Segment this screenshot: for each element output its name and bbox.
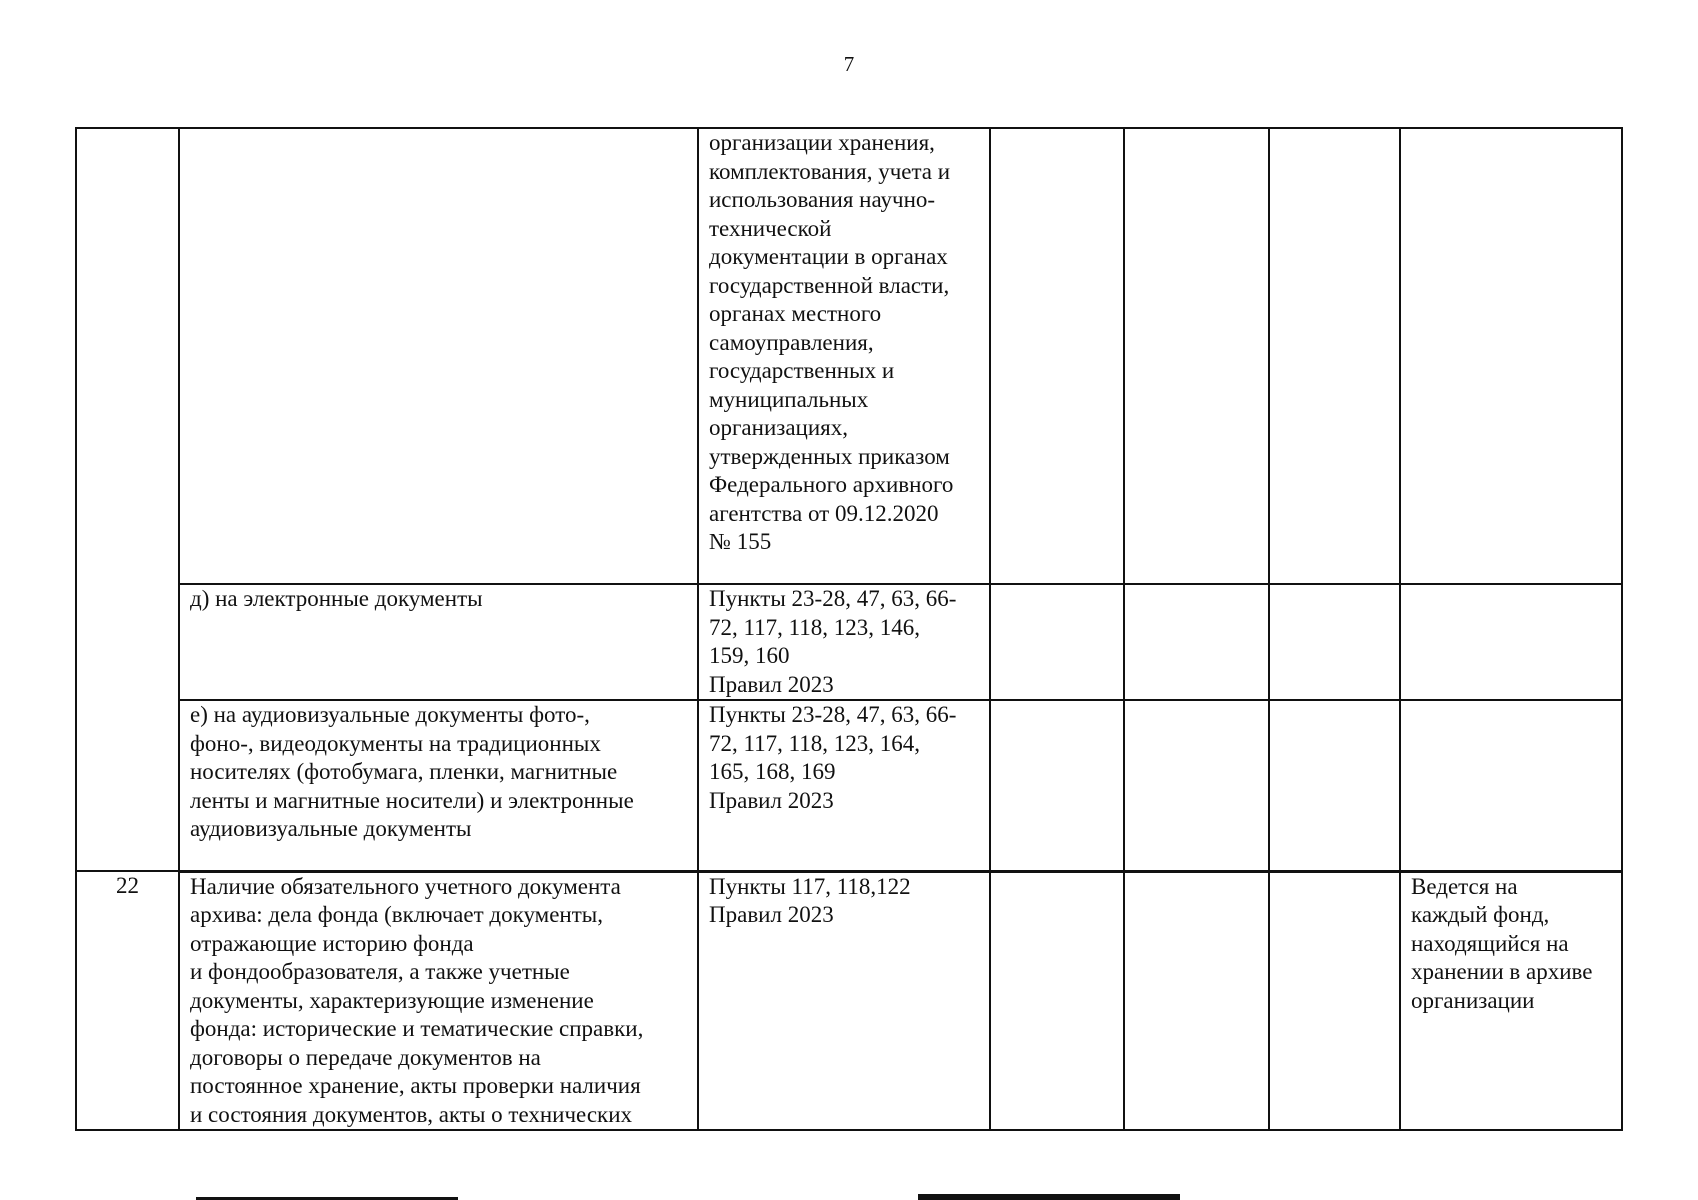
- table-row: [76, 128, 1622, 584]
- requirement-cell: д) на электронные документы: [179, 584, 698, 700]
- note-cell: [1400, 128, 1622, 584]
- table-row: [76, 871, 1622, 1130]
- requirement-cell: [179, 128, 698, 584]
- col4-cell: [990, 700, 1124, 871]
- col5-cell: [1124, 584, 1269, 700]
- col6-cell: [1269, 871, 1400, 1130]
- page-number: 7: [843, 52, 855, 76]
- col6-cell: [1269, 128, 1400, 584]
- col5-cell: [1124, 128, 1269, 584]
- row-number-cell: 22: [76, 871, 179, 1130]
- col4-cell: [990, 584, 1124, 700]
- table-row: [76, 700, 1622, 871]
- note-cell: [1400, 584, 1622, 700]
- col4-cell: [990, 128, 1124, 584]
- basis-cell: Пункты 23-28, 47, 63, 66- 72, 117, 118, 123, 164, 165, 168, 169 Правил 2023: [698, 700, 990, 871]
- col6-cell: [1269, 584, 1400, 700]
- requirement-cell: Наличие обязательного учетного документа архива: дела фонда (включает документы, отражающие историю фонда и фондообразователя, а также учетные документы, характеризующие изменение фонда: исторические и тематические справки, договоры о передаче документов на постоянное хранение, акты проверки наличия и состояния документов, акты о технических: [179, 871, 698, 1130]
- requirements-table: [75, 127, 1623, 1131]
- col5-cell: [1124, 700, 1269, 871]
- signature-line: [918, 1194, 1180, 1200]
- col4-cell: [990, 871, 1124, 1130]
- col5-cell: [1124, 871, 1269, 1130]
- row-number-cell: [76, 128, 179, 871]
- requirement-cell: е) на аудиовизуальные документы фото-, фоно-, видеодокументы на традиционных носителях (фотобумага, пленки, магнитные ленты и магнитные носители) и электронные аудиовизуальные документы: [179, 700, 698, 871]
- note-cell: [1400, 700, 1622, 871]
- table-row: [76, 584, 1622, 700]
- basis-cell: Пункты 117, 118,122 Правил 2023: [698, 871, 990, 1130]
- col6-cell: [1269, 700, 1400, 871]
- note-cell: Ведется на каждый фонд, находящийся на хранении в архиве организации: [1400, 871, 1622, 1130]
- basis-cell: Пункты 23-28, 47, 63, 66- 72, 117, 118, 123, 146, 159, 160 Правил 2023: [698, 584, 990, 700]
- basis-cell: организации хранения, комплектования, учета и использования научно- технической документации в органах государственной власти, органах местного самоуправления, государственных и муниципальных организациях, утвержденных приказом Федерального архивного агентства от 09.12.2020 № 155: [698, 128, 990, 584]
